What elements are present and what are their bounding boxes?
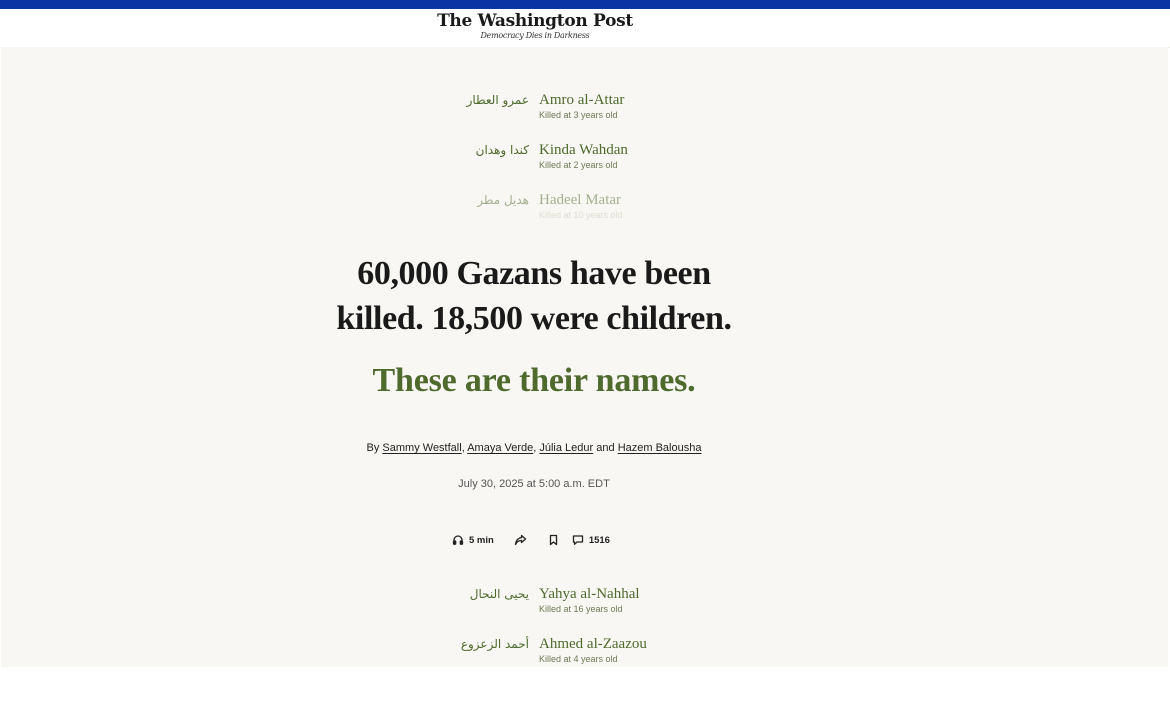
share-icon [514, 534, 527, 546]
article-actions [452, 532, 610, 548]
headline-line-1: 60,000 Gazans have been [357, 255, 711, 292]
name-age: Killed at 10 years old [539, 210, 623, 220]
author-link[interactable]: Sammy Westfall [382, 442, 462, 454]
name-latin: Amro al-Attar [539, 92, 625, 108]
name-age: Killed at 4 years old [539, 654, 618, 664]
bookmark-icon [548, 534, 559, 546]
name-arabic: أحمد الزعزوع [460, 637, 529, 651]
comments-count: 1516 [588, 534, 610, 546]
listen-button[interactable] [452, 534, 494, 546]
headline [1, 251, 1067, 341]
logo-tagline: Democracy Dies in Darkness [480, 31, 590, 40]
bottom-margin [0, 667, 1170, 708]
comment-icon [572, 534, 584, 546]
logo-title: The Washington Post [437, 11, 633, 31]
name-age: Killed at 2 years old [539, 160, 618, 170]
byline-separator: , [533, 442, 537, 454]
byline [1, 441, 1067, 455]
byline-and: and [596, 442, 615, 454]
save-button[interactable] [548, 534, 559, 546]
masthead [0, 9, 1170, 48]
name-entry [1, 92, 1168, 124]
name-entry [1, 192, 1168, 224]
name-arabic: يحيى النحال [469, 587, 529, 601]
name-age: Killed at 16 years old [539, 604, 623, 614]
byline-prefix: By [366, 442, 380, 454]
washington-post-logo[interactable] [0, 9, 1070, 40]
name-entry [1, 586, 1168, 618]
byline-separator: , [461, 442, 465, 454]
name-age: Killed at 3 years old [539, 110, 618, 120]
name-arabic: هديل مطر [477, 193, 529, 207]
subheadline: These are their names. [372, 362, 696, 399]
name-entry [1, 636, 1168, 668]
name-latin: Kinda Wahdan [539, 142, 628, 158]
name-entry [1, 142, 1168, 174]
top-accent-bar [0, 0, 1170, 9]
name-latin: Yahya al-Nahhal [539, 586, 640, 602]
name-arabic: كندا وهدان [475, 143, 529, 157]
headphones-icon [452, 534, 464, 546]
author-link[interactable]: Hazem Balousha [617, 442, 702, 454]
article-body [1, 47, 1168, 667]
name-latin: Ahmed al-Zaazou [539, 636, 647, 652]
headline-line-2: killed. 18,500 were children. [336, 300, 732, 337]
share-button[interactable] [514, 534, 527, 546]
publish-date: July 30, 2025 at 5:00 a.m. EDT [458, 478, 610, 490]
author-link[interactable]: Amaya Verde [467, 442, 534, 454]
author-link[interactable]: Júlia Ledur [539, 442, 594, 454]
listen-duration: 5 min [469, 534, 494, 546]
name-latin: Hadeel Matar [539, 192, 622, 208]
name-arabic: عمرو العطار [466, 93, 529, 107]
comments-button[interactable] [572, 534, 610, 546]
